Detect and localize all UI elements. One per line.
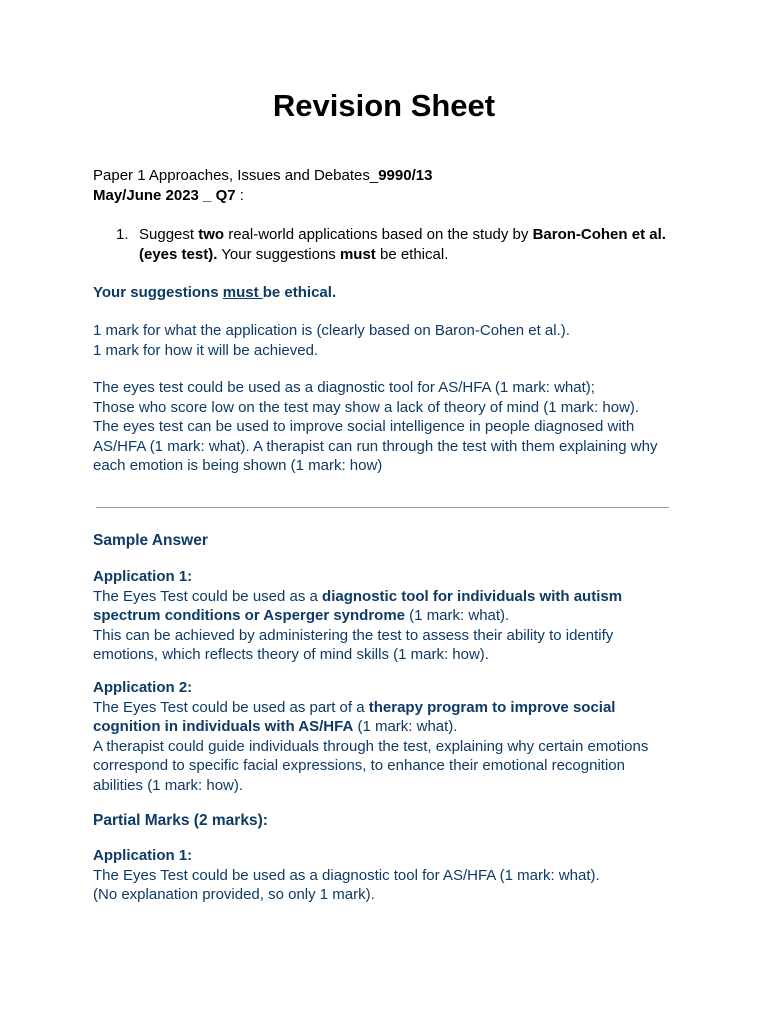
question-number: 1. bbox=[116, 226, 129, 243]
mark-allocation: 1 mark for what the application is (clearly based on Baron-Cohen et al.). 1 mark for how it will be achieved. bbox=[93, 322, 570, 359]
partial-application-1: Application 1: The Eyes Test could be used as a diagnostic tool for AS/HFA (1 mark: what). (No explanation provided, so only 1 mark). bbox=[93, 847, 600, 903]
divider bbox=[96, 507, 669, 508]
ethics-note: Your suggestions must be ethical. bbox=[93, 284, 337, 301]
page-title: Revision Sheet bbox=[272, 88, 496, 123]
sample-application-2: Application 2: The Eyes Test could be used as part of a therapy program to improve social cognition in individuals with AS/HFA (1 mark: what). A therapist could guide individuals through the test, explaining why certain emotions correspond to specific facial expressions, to enhance their emotional recognition abilities (1 mark: how). bbox=[93, 679, 649, 794]
partial-marks-heading: Partial Marks (2 marks): bbox=[93, 812, 268, 829]
mark-scheme: The eyes test could be used as a diagnostic tool for AS/HFA (1 mark: what); Those who score low on the test may show a lack of theory of mind (1 mark: how). The eyes test can be used to improve social intelligence in people diagnosed with AS/HFA (1 mark: what). A therapist can run through the test with them explaining why each emotion is being shown (1 mark: how) bbox=[93, 379, 658, 474]
paper-header bbox=[93, 166, 678, 205]
session-line: May/June 2023 _ Q7 : bbox=[93, 186, 244, 204]
paper-line: Paper 1 Approaches, Issues and Debates_9990/13 bbox=[93, 167, 433, 184]
sample-application-1: Application 1: The Eyes Test could be used as a diagnostic tool for individuals with autism spectrum conditions or Asperger syndrome (1 mark: what). This can be achieved by administering the test to assess their ability to identify emotions, which reflects theory of mind skills (1 mark: how). bbox=[93, 568, 623, 663]
sample-answer-heading: Sample Answer bbox=[93, 532, 208, 549]
question-text: Suggest two real-world applications based on the study by Baron-Cohen et al. (eyes test). Your suggestions must be ethical. bbox=[139, 226, 666, 263]
